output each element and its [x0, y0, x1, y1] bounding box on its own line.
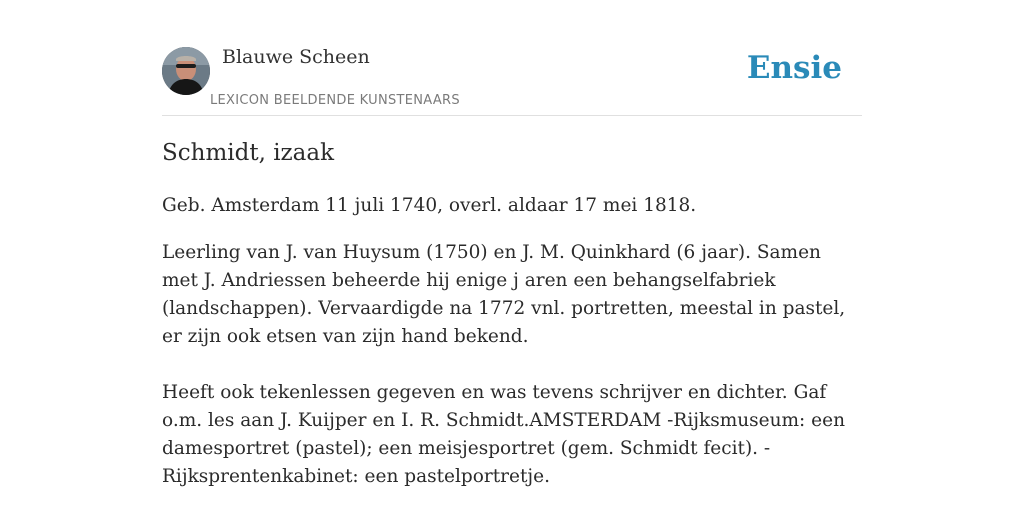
article-body: [162, 192, 862, 491]
source-name[interactable]: LEXICON BEELDENDE KUNSTENAARS: [210, 93, 460, 108]
header-divider: [162, 115, 862, 116]
article-paragraph: Heeft ook tekenlessen gegeven en was tevens schrijver en dichter. Gaf o.m. les aan J. Kuijper en I. R. Schmidt.AMSTERDAM -Rijksmuseum: een damesportret (pastel); een meisjesportret (gem. Schmidt fecit). -Rijksprentenkabinet: een pastelportretje.: [162, 382, 845, 487]
brand-logo[interactable]: Ensie: [746, 50, 842, 86]
avatar-image: [162, 47, 210, 95]
article-title: Schmidt, izaak: [162, 140, 335, 166]
article-paragraph: Leerling van J. van Huysum (1750) en J. M. Quinkhard (6 jaar). Samen met J. Andriessen beheerde hij enige j aren een behangselfabriek (landschappen). Vervaardigde na 1772 vnl. portretten, meestal in pastel, er zijn ook etsen van zijn hand bekend.: [162, 242, 846, 347]
author-avatar[interactable]: [162, 47, 210, 95]
author-name[interactable]: Blauwe Scheen: [222, 46, 370, 68]
article-paragraph: Geb. Amsterdam 11 juli 1740, overl. aldaar 17 mei 1818.: [162, 195, 697, 216]
